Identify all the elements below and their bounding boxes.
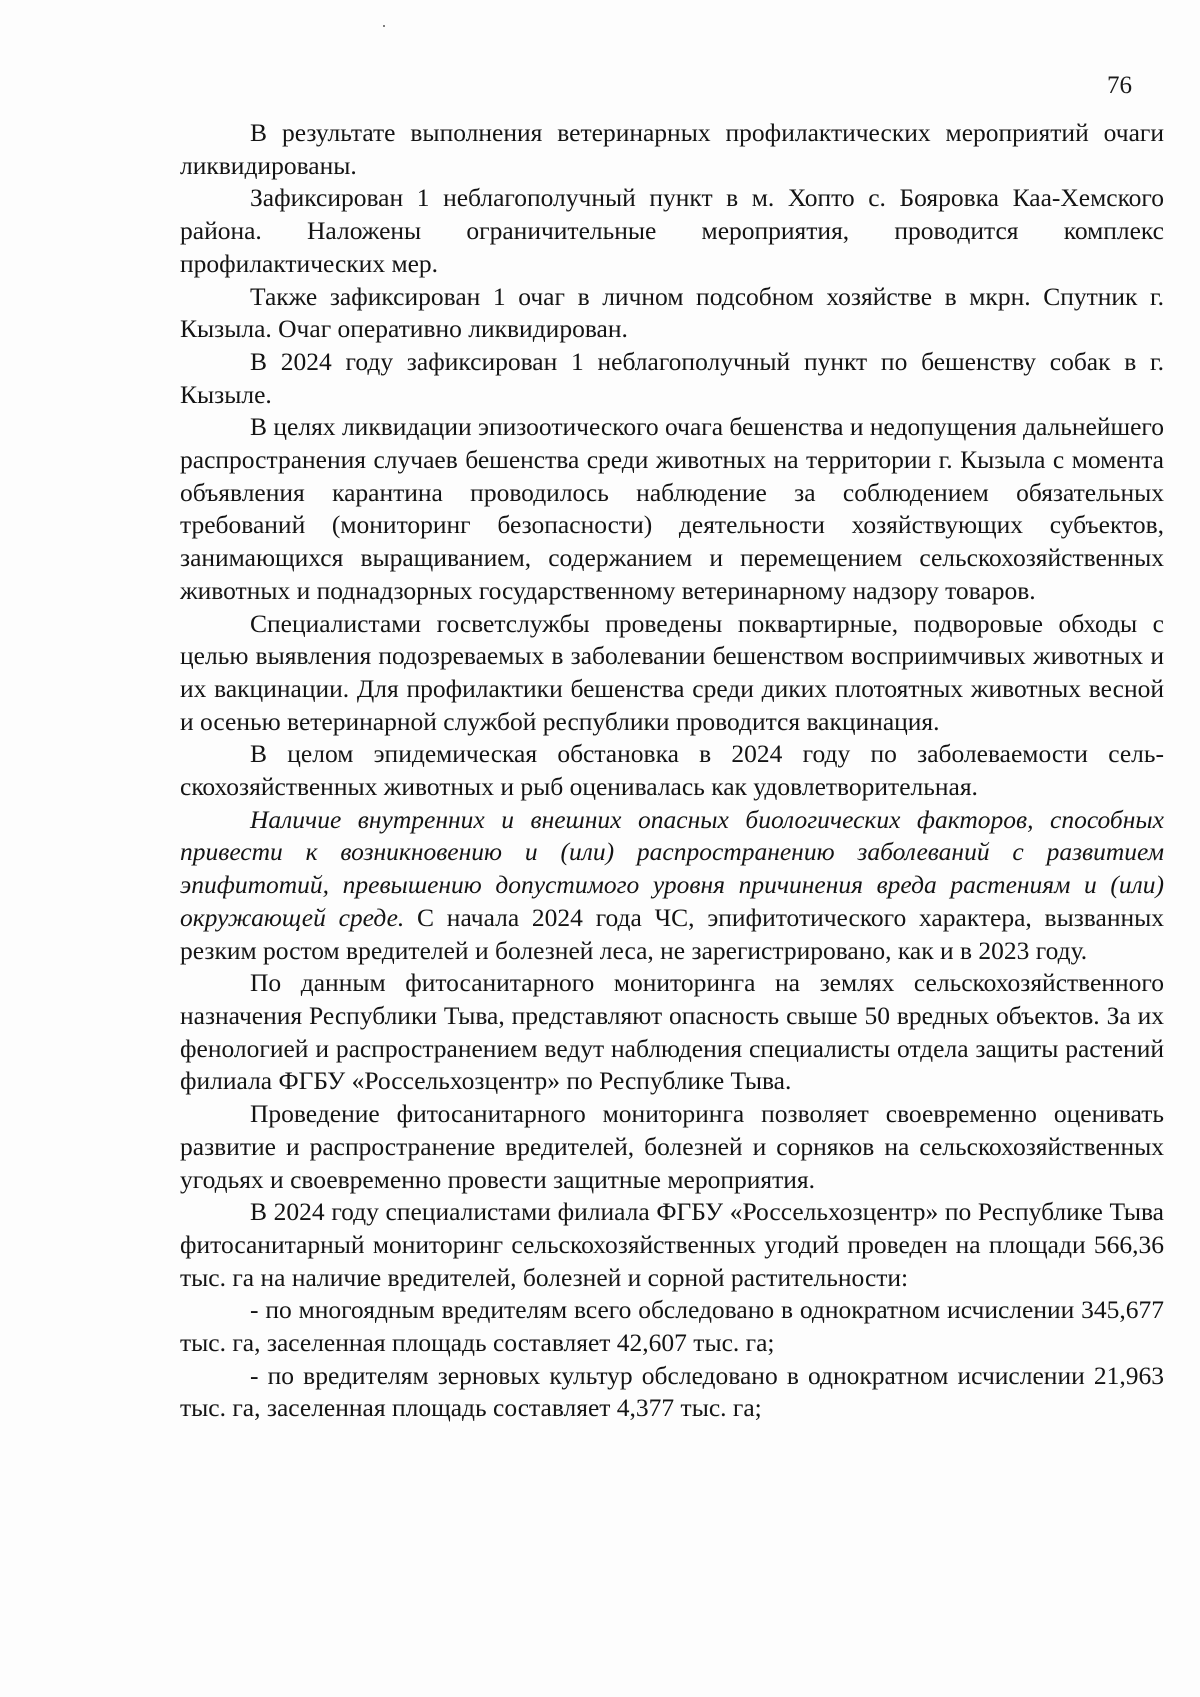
paragraph-result-liquidated: В результате выполнения ветеринарных профилактических мероприятий очаги ликвидированы. (180, 118, 1164, 180)
paragraph-biological-factors-heading: Наличие внутренних и внешних опасных биологических факторов, способных привести к возникновению и (или) распространению заболеваний с развитием эпифитотий, превышению допустимого уровня причинения вреда растениям и (или) окружающей среде. (180, 804, 1164, 932)
paragraph-biological-factors-text: С начала 2024 года ЧС, эпифитотического характера, вызванных резким ростом вредителей и болезней леса, не зарегистрировано, как и в 2023 году. (180, 902, 1164, 965)
paragraph-sputnik-focus: Также зафиксирован 1 очаг в личном подсобном хозяйстве в мкрн. Спутник г. Кызыла. Очаг оперативно ликвидирован. (180, 281, 1164, 344)
paragraph-vaccination: Специалистами госветслужбы проведены поквартирные, подворовые обходы с целью выявления подозреваемых в заболевании бешенством восприимчивых животных и их вакцинации. Для профилактики бешенства среди диких плотоятных животных весной и осенью ветеринарной службой республики проводится вакцинация. (180, 608, 1164, 736)
paragraph-rabies-2024: В 2024 году зафиксирован 1 неблагополучный пункт по бешенству собак в г. Кызыле. (180, 346, 1164, 409)
page-number: 76 (1107, 72, 1132, 99)
paragraph-monitoring-area: В 2024 году специалистами филиала ФГБУ «Россельхозцентр» по Республике Тыва фитосанитарный мониторинг сельскохозяйственных угодий проведен на площади 566,36 тыс. га на наличие вредителей, болезней и сорной растительности: (180, 1197, 1164, 1292)
scan-speck (383, 25, 385, 27)
list-item-polyphagous-pests: - по многоядным вредителям всего обследовано в однократном исчислении 345,677 тыс. га, заселенная площадь составляет 42,607 тыс. га; (180, 1295, 1164, 1358)
paragraph-monitoring-purpose: Проведение фитосанитарного мониторинга позволяет своевременно оценивать развитие и распространение вредителей, болезней и сорняков на сельскохозяйственных угодьях и своевременно провести защитные мероприятия. (180, 1099, 1164, 1194)
paragraph-biological-factors (180, 804, 1164, 968)
paragraph-epidemic-situation: В целом эпидемическая обстановка в 2024 году по заболеваемости сельскохозяйственных животных и рыб оценивалась как удовлетворительная. (180, 739, 1164, 802)
list-item-grain-pests: - по вредителям зерновых культур обследовано в однократном исчислении 21,963 тыс. га, заселенная площадь составляет 4,377 тыс. га; (180, 1360, 1164, 1423)
paragraph-quarantine-monitoring: В целях ликвидации эпизоотического очага бешенства и недопущения дальнейшего распространения случаев бешенства среди животных на территории г. Кызыла с момента объявления карантина проводилось наблюдение за соблюдением обязательных требований (мониторинг безопасности) деятельности хозяйствующих субъектов, занимающихся выращиванием, содержанием и перемещением сельскохозяйственных животных и поднадзорных государственному ветеринарному надзору товаров. (180, 412, 1164, 605)
paragraph-khopto-point: Зафиксирован 1 неблагополучный пункт в м. Хопто с. Бояровка Каа-Хемского района. Наложены ограничительные мероприятия, проводится комплекс профилактических мер. (180, 183, 1164, 278)
document-body (180, 117, 1164, 1425)
paragraph-phytosanitary-data: По данным фитосанитарного мониторинга на землях сельскохозяйственного назначения Республики Тыва, представляют опасность свыше 50 вредных объектов. За их фенологией и распространением ведут наблюдения специалисты отдела защиты растений филиала ФГБУ «Россельхозцентр» по Республике Тыва. (180, 968, 1164, 1096)
